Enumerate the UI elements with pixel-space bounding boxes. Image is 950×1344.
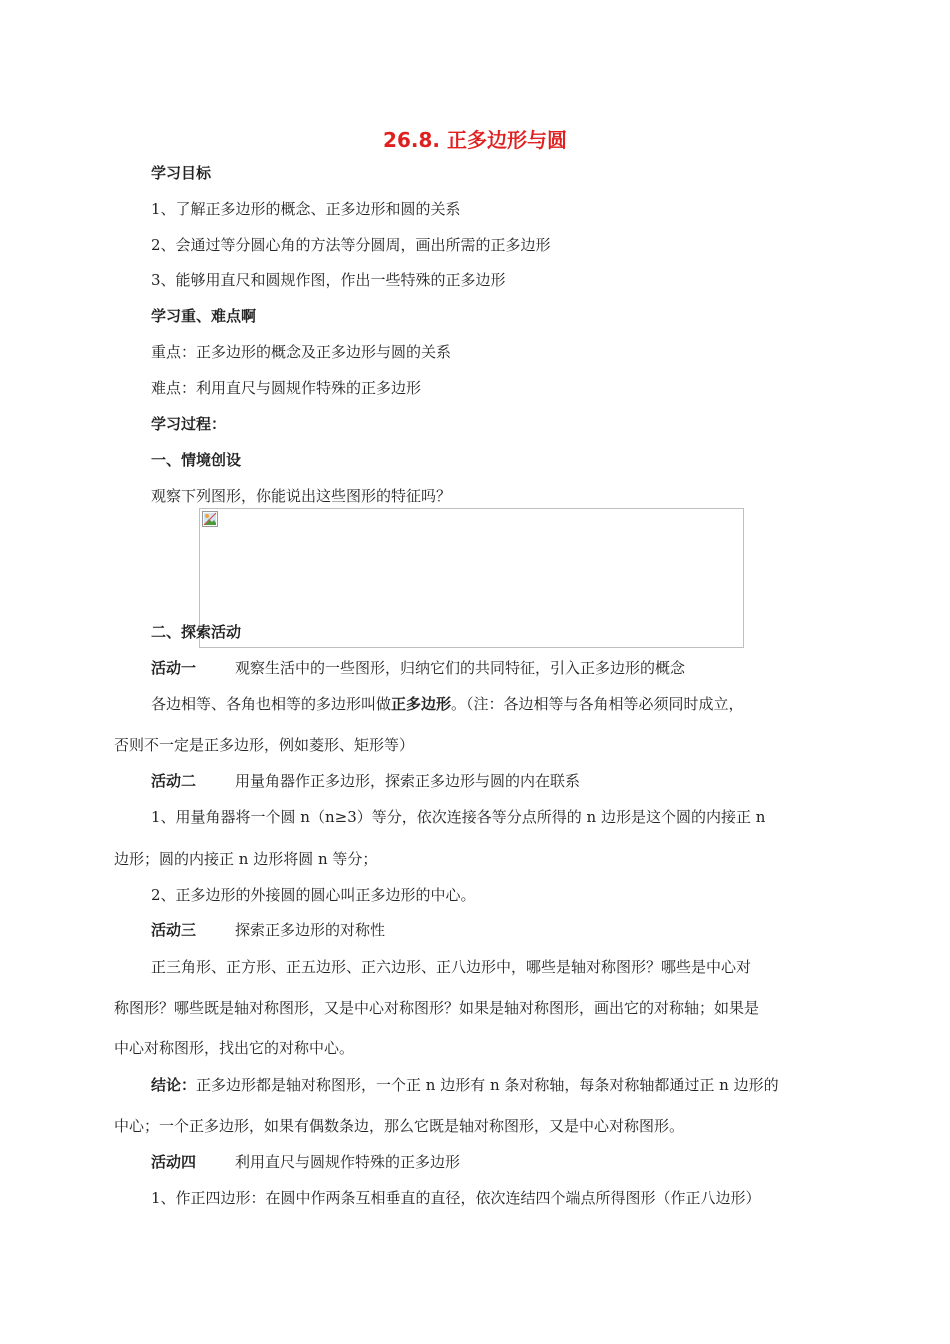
activity2-item1-line1: 1、用量角器将一个圆 n（n≥3）等分，依次连接各等分点所得的 n 边形是这个圆的内接正 n <box>151 808 766 826</box>
activity1-title: 观察生活中的一些图形，归纳它们的共同特征，引入正多边形的概念 <box>235 659 686 677</box>
conclusion-text: 正多边形都是轴对称图形，一个正 n 边形有 n 条对称轴，每条对称轴都通过正 n 边形的 <box>196 1076 779 1094</box>
conclusion-label: 结论： <box>151 1076 197 1094</box>
regular-polygon-note: 。（注：各边相等与各角相等必须同时成立， <box>451 695 744 713</box>
objective-item-3: 3、能够用直尺和圆规作图，作出一些特殊的正多边形 <box>151 271 506 289</box>
keypoints-heading: 学习重、难点啊 <box>151 307 257 325</box>
process-heading: 学习过程： <box>151 415 227 433</box>
activity1-label: 活动一 <box>151 659 197 677</box>
activity3-paragraph-line1: 正三角形、正方形、正五边形、正六边形、正八边形中，哪些是轴对称图形？哪些是中心对 <box>151 958 752 976</box>
regular-polygon-term: 正多边形 <box>391 695 452 713</box>
activity4-item1: 1、作正四边形：在圆中作两条互相垂直的直径，依次连结四个端点所得图形（作正八边形） <box>151 1189 761 1207</box>
conclusion-line2: 中心；一个正多边形，如果有偶数条边，那么它既是轴对称图形，又是中心对称图形。 <box>114 1117 685 1135</box>
activity3-label: 活动三 <box>151 921 197 939</box>
objective-item-1: 1、了解正多边形的概念、正多边形和圆的关系 <box>151 200 461 218</box>
activity3-title: 探索正多边形的对称性 <box>235 921 386 939</box>
activity4-title: 利用直尺与圆规作特殊的正多边形 <box>235 1153 461 1171</box>
activity1-row <box>151 658 685 678</box>
activity4-label: 活动四 <box>151 1153 197 1171</box>
figure-placeholder <box>199 508 744 648</box>
activity3-paragraph-line3: 中心对称图形，找出它的对称中心。 <box>114 1039 355 1057</box>
keypoint-focus: 重点：正多边形的概念及正多边形与圆的关系 <box>151 343 452 361</box>
section1-text: 观察下列图形，你能说出这些图形的特征吗？ <box>151 487 452 505</box>
conclusion-line1 <box>151 1075 779 1095</box>
activity1-paragraph-line2: 否则不一定是正多边形，例如菱形、矩形等） <box>114 736 415 754</box>
objective-item-2: 2、会通过等分圆心角的方法等分圆周，画出所需的正多边形 <box>151 236 551 254</box>
activity3-paragraph-line2: 称图形？哪些既是轴对称图形，又是中心对称图形？如果是轴对称图形，画出它的对称轴；如果是 <box>114 999 760 1017</box>
activity2-title: 用量角器作正多边形，探索正多边形与圆的内在联系 <box>235 772 581 790</box>
page-title: 26.8. 正多边形与圆 <box>383 128 567 152</box>
activity2-row <box>151 771 580 791</box>
regular-polygon-definition: 各边相等、各角也相等的多边形叫做 <box>151 695 392 713</box>
activity4-row <box>151 1152 460 1172</box>
activity2-label: 活动二 <box>151 772 197 790</box>
keypoint-difficulty: 难点：利用直尺与圆规作特殊的正多边形 <box>151 379 422 397</box>
broken-image-icon <box>202 511 218 527</box>
activity2-item1-line2: 边形；圆的内接正 n 边形将圆 n 等分； <box>114 850 378 868</box>
section1-heading: 一、情境创设 <box>151 451 242 469</box>
activity2-item2: 2、正多边形的外接圆的圆心叫正多边形的中心。 <box>151 886 476 904</box>
section2-heading: 二、探索活动 <box>151 623 242 641</box>
activity3-row <box>151 920 385 940</box>
objectives-heading: 学习目标 <box>151 164 212 182</box>
activity1-paragraph-line1 <box>151 694 744 714</box>
